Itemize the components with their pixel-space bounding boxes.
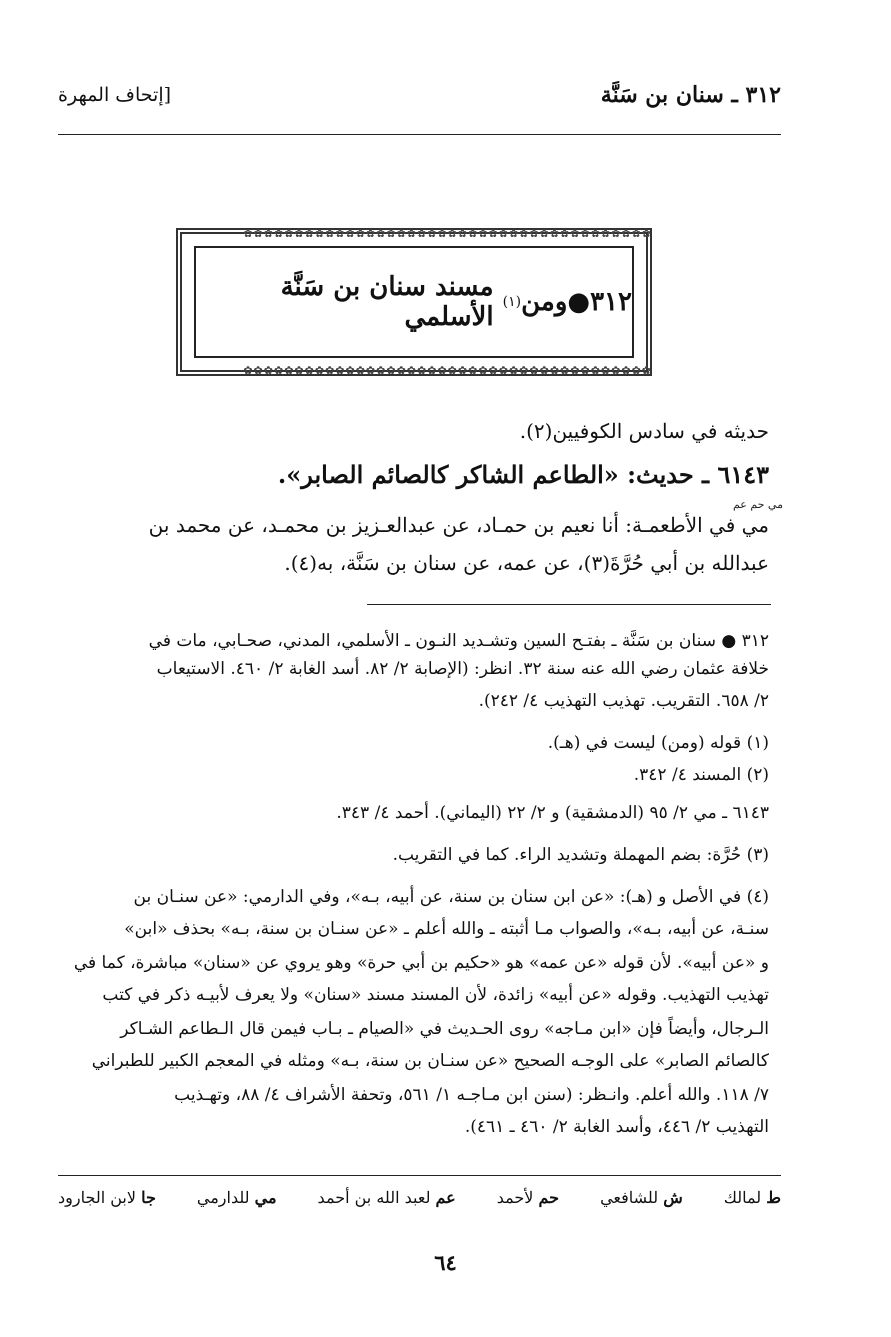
abbreviation-item: جا لابن الجارود	[58, 1188, 156, 1207]
section-title-text: مسند سنان بن سَنَّة الأسلمي	[280, 272, 494, 332]
header-book-title: [إتحاف المهرة	[58, 84, 172, 106]
body-line-3: مي في الأطعمـة: أنا نعيم بن حمـاد، عن عبدالعـزيز بن محمـد، عن محمد بن	[148, 513, 769, 537]
section-title	[194, 246, 634, 358]
header-divider	[58, 134, 781, 135]
abbreviation-item: ط لمالك	[723, 1188, 781, 1207]
ornamental-frame	[176, 228, 652, 376]
abbreviation-item: حم لأحمد	[496, 1188, 560, 1207]
footnote-line: ٦١٤٣ ـ مي ٢/ ٩٥ (الدمشقية) و ٢/ ٢٢ (اليماني). أحمد ٤/ ٣٤٣.	[336, 803, 769, 823]
body-line-1: حديثه في سادس الكوفيين(٢).	[519, 419, 769, 443]
footnote-line: (٣) حُرَّة: بضم المهملة وتشديد الراء. كما في التقريب.	[392, 845, 769, 865]
footnote-line: (٤) في الأصل و (هـ): «عن ابن سنان بن سنة، عن أبيه، بـه»، وفي الدارمي: «عن سنـان بن	[133, 887, 769, 907]
footnote-line: ٣١٢ ● سنان بن سَنَّة ـ بفتـح السين وتشـديد النـون ـ الأسلمي، المدني، صحـابي، مات في	[148, 631, 769, 651]
footnote-divider	[367, 604, 771, 605]
footnote-line: (٢) المسند ٤/ ٣٤٢.	[633, 765, 769, 785]
footnote-line: ٢/ ٦٥٨. التقريب. تهذيب التهذيب ٤/ ٢٤٢).	[478, 691, 769, 711]
section-title-number: ٣١٢●ومن	[521, 287, 632, 317]
frame-ornament-bottom: ✿✿✿✿✿✿✿✿✿✿✿✿✿✿✿✿✿✿✿✿✿✿✿✿✿✿✿✿✿✿✿✿✿✿✿✿✿✿✿✿	[243, 365, 652, 376]
hadith-title: ٦١٤٣ ـ حديث: «الطاعم الشاكر كالصائم الصابر».	[277, 460, 769, 489]
body-line-4: عبدالله بن أبي حُرَّةَ(٣)، عن عمه، عن سنان بن سَنَّة، به(٤).	[284, 551, 769, 575]
footnote-line: تهذيب التهذيب. وقوله «عن أبيه» زائدة، لأن المسند مسند «سنان» ولا يعرف لأبيـه ذكر في كتب	[102, 985, 769, 1005]
footnote-line: سنـة، عن أبيه، بـه»، والصواب مـا أثبته ـ والله أعلم ـ «عن سنـان بن سنة، بـه» بحذف «ابن»	[124, 919, 769, 939]
abbreviation-item: ش للشافعي	[600, 1188, 683, 1207]
footnote-line: التهذيب ٢/ ٤٤٦، وأسد الغابة ٢/ ٤٦٠ ـ ٤٦١).	[464, 1117, 769, 1137]
footnote-line: كالصائم الصابر» على الوجـه الصحيح «عن سنـان بن سنة، بـه» ومثله في المعجم الكبير للطبراني	[91, 1051, 769, 1071]
abbreviations-key	[58, 1188, 781, 1207]
footnote-line: خلافة عثمان رضي الله عنه سنة ٣٢. انظر: (الإصابة ٢/ ٨٢. أسد الغابة ٢/ ٤٦٠. الاستيعاب	[156, 659, 769, 679]
footnote-line: ٧/ ١١٨. والله أعلم. وانـظر: (سنن ابن مـاجـه ١/ ٥٦١، وتحفة الأشراف ٤/ ٨٨، وتهـذيب	[174, 1085, 769, 1105]
source-sigla: مي حم عم	[732, 498, 783, 511]
page-number: ٦٤	[434, 1250, 457, 1275]
section-title-ref: (١)	[502, 294, 522, 310]
footnote-line: و «عن أبيه». لأن قوله «عن عمه» هو «حكيم بن أبي حرة» وهو يروي عن «سنان» مباشرة، كما في	[73, 953, 769, 973]
footnote-line: الـرجال، وأيضاً فإن «ابن مـاجه» روى الحـديث في «الصيام ـ بـاب فيمن قال الـطاعم الشـاكر	[120, 1019, 769, 1039]
footnote-line: (١) قوله (ومن) ليست في (هـ).	[547, 733, 769, 753]
frame-ornament-top: ✿✿✿✿✿✿✿✿✿✿✿✿✿✿✿✿✿✿✿✿✿✿✿✿✿✿✿✿✿✿✿✿✿✿✿✿✿✿✿✿	[243, 228, 652, 239]
abbreviations-divider	[58, 1175, 781, 1176]
abbreviation-item: مي للدارمي	[196, 1188, 277, 1207]
abbreviation-item: عم لعبد الله بن أحمد	[317, 1188, 456, 1207]
header-chapter-title: ٣١٢ ـ سنان بن سَنَّة	[600, 82, 781, 108]
running-header	[58, 82, 781, 122]
